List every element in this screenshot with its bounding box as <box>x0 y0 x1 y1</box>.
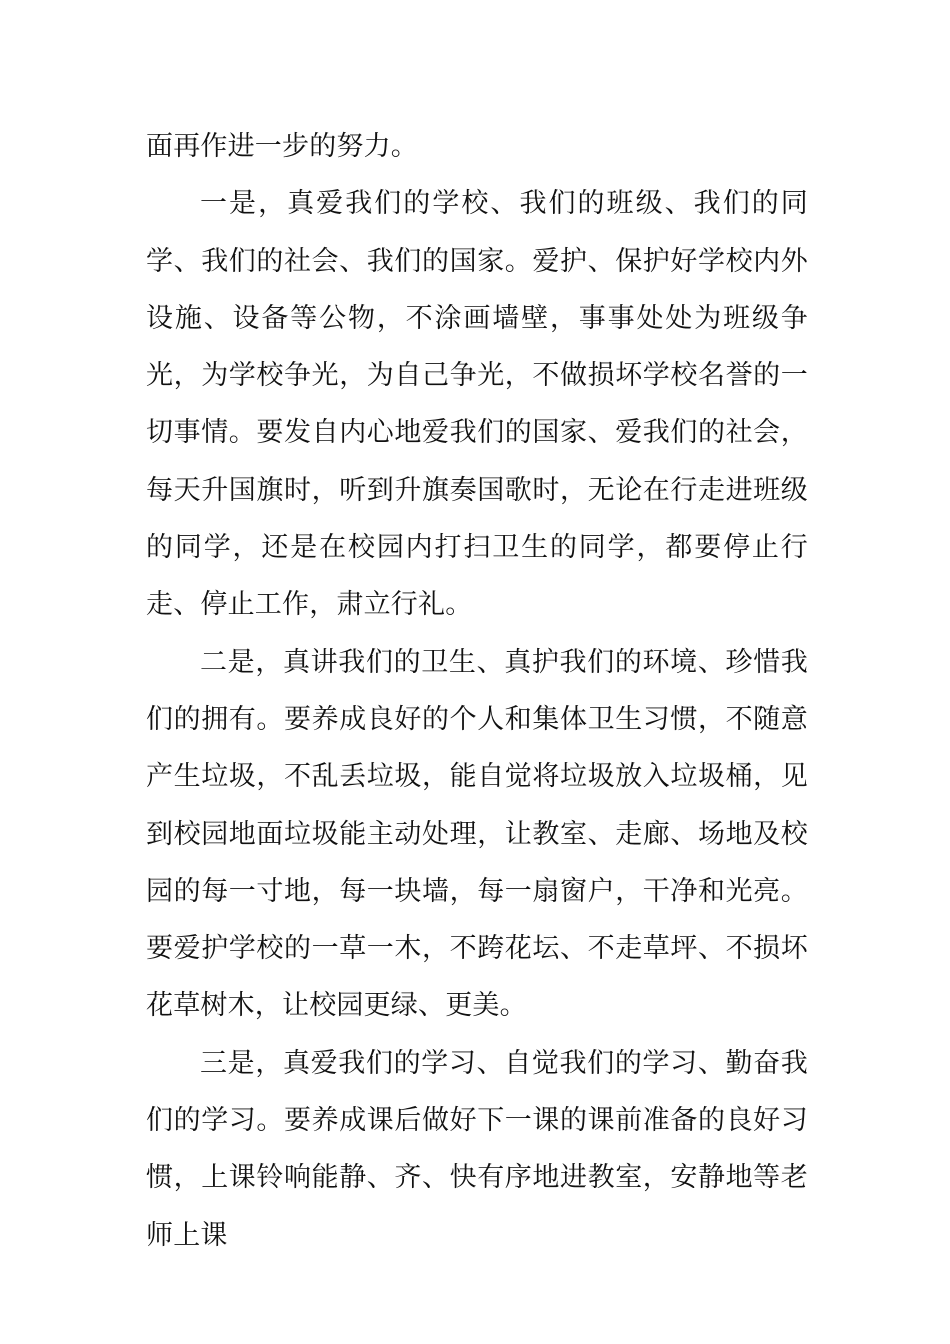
paragraph-point-two: 二是，真讲我们的卫生、真护我们的环境、珍惜我们的拥有。要养成良好的个人和集体卫生习惯，不随意产生垃圾，不乱丢垃圾，能自觉将垃圾放入垃圾桶，见到校园地面垃圾能主动处理，让教室、走廊、场地及校园的每一寸地，每一块墙，每一扇窗户，干净和光亮。要爱护学校的一草一木，不跨花坛、不走草坪、不损坏花草树木，让校园更绿、更美。 <box>146 646 808 1022</box>
paragraph-point-three: 三是，真爱我们的学习、自觉我们的学习、勤奋我们的学习。要养成课后做好下一课的课前准备的良好习惯，上课铃响能静、齐、快有序地进教室，安静地等老师上课 <box>146 1047 808 1251</box>
paragraph-point-one: 一是，真爱我们的学校、我们的班级、我们的同学、我们的社会、我们的国家。爱护、保护好学校内外设施、设备等公物，不涂画墙壁，事事处处为班级争光，为学校争光，为自己争光，不做损坏学校名誉的一切事情。要发自内心地爱我们的国家、爱我们的社会，每天升国旗时，听到升旗奏国歌时，无论在行走进班级的同学，还是在校园内打扫卫生的同学，都要停止行走、停止工作，肃立行礼。 <box>146 188 808 621</box>
paragraph-continuation: 面再作进一步的努力。 <box>146 131 418 162</box>
document-body <box>146 118 808 1264</box>
